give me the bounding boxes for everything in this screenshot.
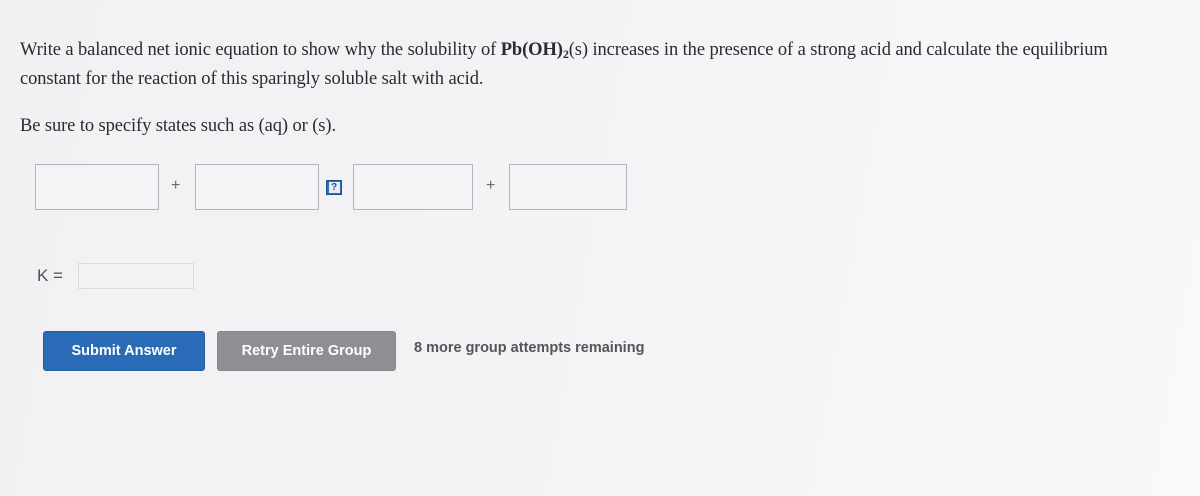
reactant-1-input[interactable]	[35, 164, 159, 210]
compound-state: (s)	[568, 40, 588, 60]
k-value-input[interactable]	[78, 263, 194, 289]
states-instruction: Be sure to specify states such as (aq) or (s).	[20, 116, 336, 136]
compound-formula: $Pb(OH)_2$	[500, 40, 569, 61]
question-mark-icon: ?	[329, 182, 340, 193]
question-line-2: constant for the reaction of this sparingly soluble salt with acid.	[20, 69, 484, 89]
product-2-input[interactable]	[509, 164, 627, 210]
retry-entire-group-button[interactable]: Retry Entire Group	[217, 331, 396, 371]
question-text-end: increases in the presence of a strong acid and calculate the equilibrium	[587, 40, 1108, 60]
submit-answer-button[interactable]: Submit Answer	[43, 331, 205, 371]
product-1-input[interactable]	[353, 164, 473, 210]
question-line-1	[20, 40, 1108, 61]
k-label: K =	[37, 266, 63, 285]
plus-operator-1: +	[171, 177, 181, 194]
reaction-arrow-button[interactable]	[326, 180, 342, 195]
reactant-2-input[interactable]	[195, 164, 319, 210]
attempts-remaining-text: 8 more group attempts remaining	[414, 340, 645, 356]
plus-operator-2: +	[486, 177, 496, 194]
question-text-start: Write a balanced net ionic equation to show why the solubility of	[20, 40, 501, 60]
